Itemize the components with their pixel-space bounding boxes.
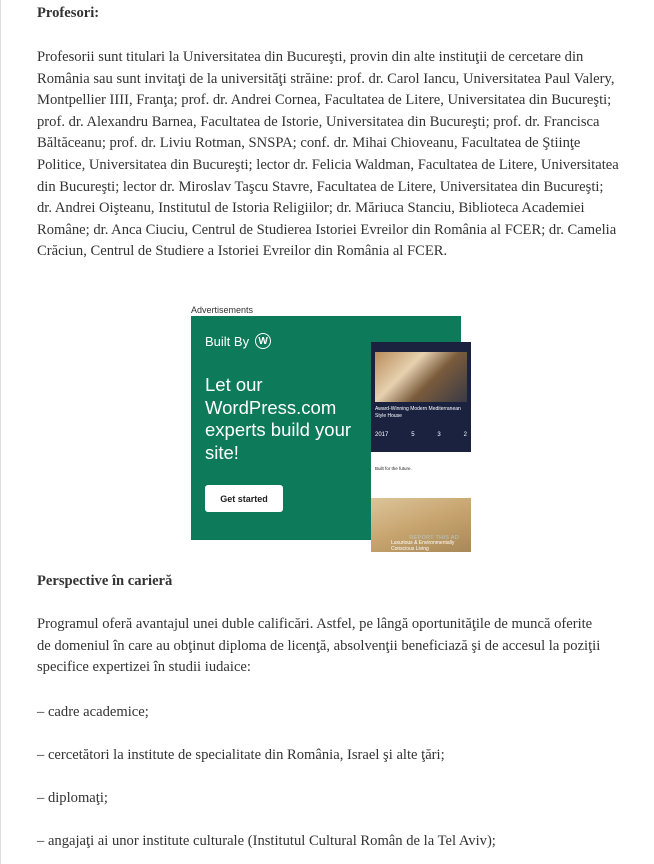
list-item: – cercetători la institute de specialitate din România, Israel şi alte ţări;	[37, 747, 445, 763]
preview-title: Award-Winning Modern Mediterranean Style House	[375, 406, 461, 419]
list-item: – angajaţi ai unor institute culturale (Institutul Cultural Român de la Tel Aviv);	[37, 833, 496, 849]
preview-stats	[375, 432, 467, 438]
preview-stat: 2	[463, 432, 467, 438]
preview-stat: 5	[411, 432, 415, 438]
preview-built-for: Built for the future.	[375, 466, 412, 471]
advertisement-banner[interactable]	[191, 316, 467, 552]
list-item: – cadre academice;	[37, 704, 149, 720]
preview-footer-text: Luxurious & Environmentally Conscious Living	[391, 540, 455, 552]
wordpress-icon: W	[255, 333, 271, 349]
get-started-button[interactable]: Get started	[205, 485, 283, 512]
ad-brand	[205, 333, 271, 349]
report-ad-link[interactable]: REPORT THIS AD	[409, 535, 459, 541]
section-title-perspective: Perspective în carieră	[37, 573, 173, 589]
perspective-paragraph: Programul oferă avantajul unei duble calificări. Astfel, pe lângă oportunităţile de muncă oferite de domeniul în care au obţinut diploma de licenţă, absolvenţii beneficiază şi de accesul la poziţii specifice expertizei în studii iudaice:	[37, 616, 601, 676]
list-item: – diplomaţi;	[37, 790, 108, 806]
preview-stat: 2017	[375, 432, 389, 438]
section-title-profesori: Profesori:	[37, 5, 100, 21]
preview-house-image	[375, 352, 467, 402]
ad-website-preview	[371, 342, 471, 552]
profesori-paragraph: Profesorii sunt titulari la Universitatea din Bucureşti, provin din alte instituţii de cercetare din România sau sunt invitaţi de la universităţi străine: prof. dr. Carol Iancu, Universitatea Paul Valery, Montpellier IIII, Franţa; prof. dr. Andrei Cornea, Facultatea de Litere, Universitatea din Bucureşti; prof. dr. Alexandru Barnea, Facultatea de Istorie, Universitatea din Bucureşti; prof. dr. Francisca Băltăceanu; prof. dr. Liviu Rotman, SNSPA; conf. dr. Mihai Chioveanu, Facultatea de Ştiinţe Politice, Universitatea din Bucureşti; lector dr. Felicia Waldman, Facultatea de Litere, Universitatea din Bucureşti; lector dr. Miroslav Taşcu Stavre, Facultatea de Litere, Universitatea din Bucureşti; dr. Andrei Oişteanu, Institutul de Istoria Religiilor; dr. Măriuca Stanciu, Biblioteca Academiei Române; dr. Anca Ciuciu, Centrul de Studierea Istoriei Evreilor din România al FCER; dr. Camelia Crăciun, Centrul de Studiere a Istoriei Evreilor din România al FCER.	[37, 49, 619, 260]
preview-stat: 3	[437, 432, 441, 438]
advertisements-label: Advertisements	[191, 305, 254, 315]
ad-headline: Let our WordPress.com experts build your site!	[205, 374, 352, 463]
ad-brand-label: Built By	[205, 333, 250, 349]
